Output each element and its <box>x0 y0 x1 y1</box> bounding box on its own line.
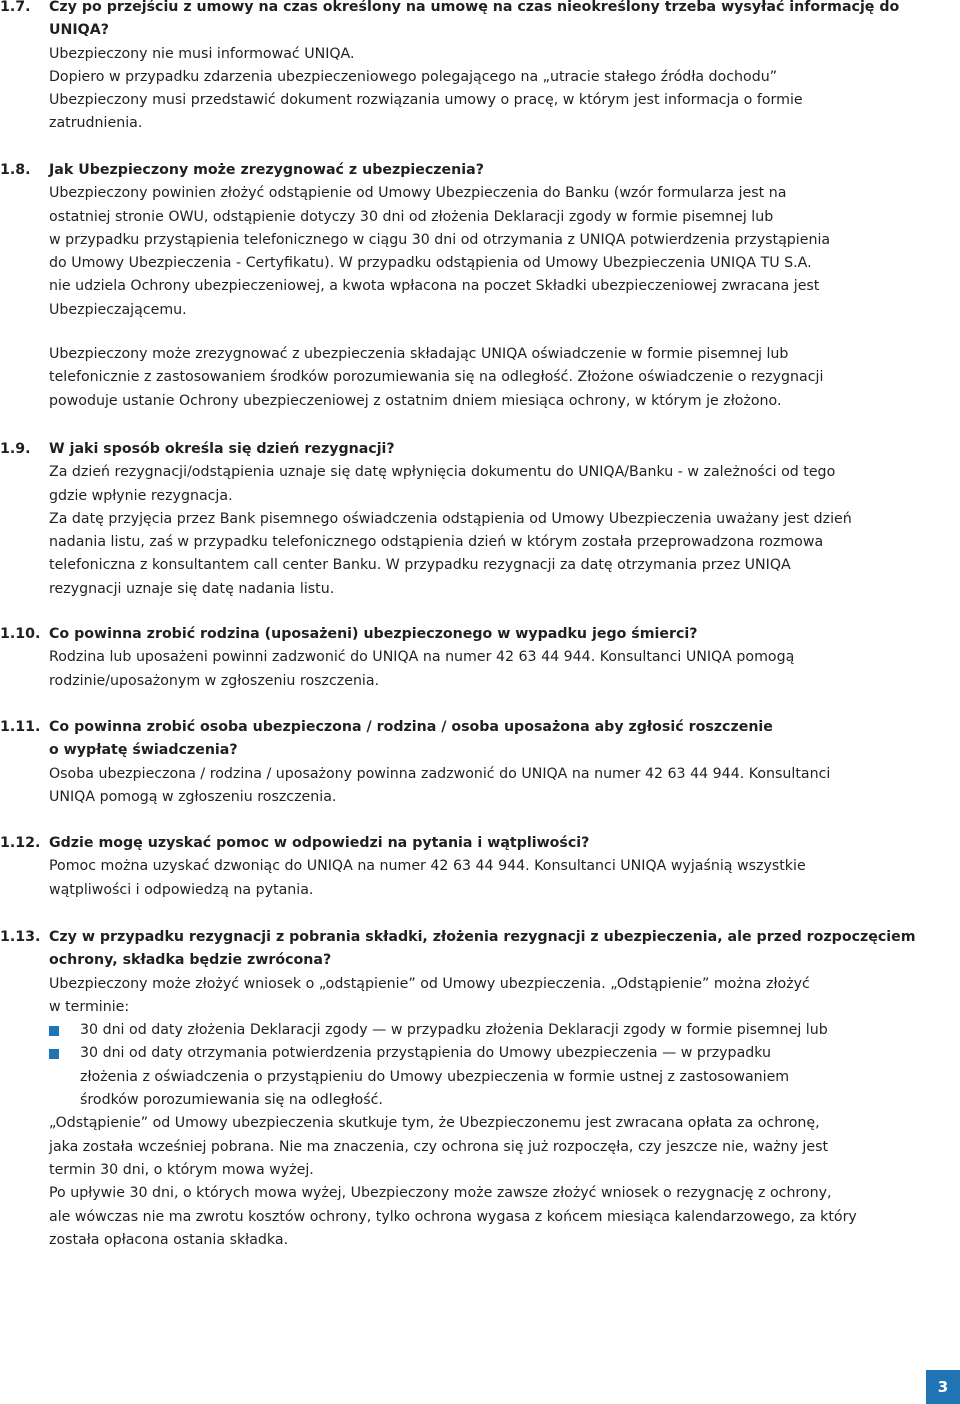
faq-section-1-8 <box>0 159 960 413</box>
page-number-badge <box>926 1370 960 1404</box>
text-line: Po upływie 30 dni, o których mowa wyżej, Ubezpieczony może zawsze złożyć wniosek o rezygnację z ochrony, <box>49 1185 832 1202</box>
text-line: „Odstąpienie” od Umowy ubezpieczenia skutkuje tym, że Ubezpieczonemu jest zwracana opłata za ochronę, <box>49 1115 820 1132</box>
text-line: UNIQA pomogą w zgłoszeniu roszczenia. <box>49 788 337 805</box>
text-line: złożenia z oświadczenia o przystąpieniu do Umowy ubezpieczenia w formie ustnej z zastosowaniem <box>80 1068 790 1085</box>
text-line: ostatniej stronie OWU, odstąpienie dotyczy 30 dni od złożenia Deklaracji zgody w formie pisemnej lub <box>49 208 774 225</box>
section-question: W jaki sposób określa się dzień rezygnacji? <box>49 441 395 457</box>
text-line: Ubezpieczony może złożyć wniosek o „odstąpienie” od Umowy ubezpieczenia. „Odstąpienie” można złożyć <box>49 975 810 992</box>
page-number: 3 <box>937 1378 949 1396</box>
section-number: 1.13. <box>0 929 41 945</box>
section-number: 1.12. <box>0 835 41 851</box>
section-content <box>49 716 949 809</box>
faq-section-1-9 <box>0 438 960 601</box>
paragraph-gap <box>49 322 949 343</box>
bullet-item <box>49 1042 949 1112</box>
section-question: Co powinna zrobić osoba ubezpieczona / rodzina / osoba uposażona aby zgłosić roszczenie <box>49 719 773 735</box>
section-content <box>49 623 949 693</box>
faq-section-1-13 <box>0 926 960 1252</box>
text-line: Za dzień rezygnacji/odstąpienia uznaje się datę wpłynięcia dokumentu do UNIQA/Banku - w zależności od tego <box>49 464 836 481</box>
section-question: Gdzie mogę uzyskać pomoc w odpowiedzi na pytania i wątpliwości? <box>49 835 590 851</box>
text-line: gdzie wpłynie rezygnacja. <box>49 487 233 504</box>
text-line: została opłacona ostania składka. <box>49 1231 289 1248</box>
section-question-cont: UNIQA? <box>49 22 109 39</box>
text-line: telefonicznie z zastosowaniem środków porozumiewania się na odległość. Złożone oświadczenie o rezygnacji <box>49 369 824 386</box>
section-content <box>49 438 949 601</box>
text-line: Ubezpieczony może zrezygnować z ubezpieczenia składając UNIQA oświadczenie w formie pisemnej lub <box>49 346 789 363</box>
text-line: w przypadku przystąpienia telefonicznego w ciągu 30 dni od otrzymania z UNIQA potwierdzenia przystąpienia <box>49 231 831 248</box>
section-number: 1.10. <box>0 626 41 642</box>
text-line: wątpliwości i odpowiedzą na pytania. <box>49 881 314 898</box>
section-content <box>49 159 949 413</box>
section-content <box>49 832 949 902</box>
text-line: Ubezpieczony musi przedstawić dokument rozwiązania umowy o pracę, w którym jest informacja o formie <box>49 92 803 109</box>
text-line: Ubezpieczającemu. <box>49 301 187 318</box>
section-question: Jak Ubezpieczony może zrezygnować z ubezpieczenia? <box>49 162 484 178</box>
square-bullet-icon <box>49 1049 59 1059</box>
text-line: jaka została wcześniej pobrana. Nie ma znaczenia, czy ochrona się już rozpoczęła, czy jeszcze nie, ważny jest <box>49 1138 829 1155</box>
text-line: do Umowy Ubezpieczenia - Certyfikatu). W przypadku odstąpienia od Umowy Ubezpieczenia UNIQA TU S.A. <box>49 255 812 272</box>
faq-section-1-10 <box>0 623 960 693</box>
text-line: telefoniczna z konsultantem call center Banku. W przypadku rezygnacji za datę otrzymania przez UNIQA <box>49 557 791 574</box>
section-question-cont: o wypłatę świadczenia? <box>49 742 238 759</box>
section-number: 1.7. <box>0 0 31 15</box>
text-line: środków porozumiewania się na odległość. <box>80 1092 383 1109</box>
text-line: Za datę przyjęcia przez Bank pisemnego oświadczenia odstąpienia od Umowy Ubezpieczenia uważany jest dzień <box>49 510 852 527</box>
section-content <box>49 926 949 1252</box>
text-line: rodzinie/uposażonym w zgłoszeniu roszczenia. <box>49 672 380 689</box>
faq-section-1-7 <box>0 0 960 136</box>
text-line: Rodzina lub uposażeni powinni zadzwonić do UNIQA na numer 42 63 44 944. Konsultanci UNIQA pomogą <box>49 649 795 666</box>
text-line: powoduje ustanie Ochrony ubezpieczeniowej z ostatnim dniem miesiąca ochrony, w którym je złożono. <box>49 392 782 409</box>
bullet-item <box>49 1019 949 1042</box>
text-line: 30 dni od daty złożenia Deklaracji zgody — w przypadku złożenia Deklaracji zgody w formie pisemnej lub <box>80 1022 828 1039</box>
section-number: 1.8. <box>0 162 31 178</box>
text-line: ale wówczas nie ma zwrotu kosztów ochrony, tylko ochrona wygasa z końcem miesiąca kalendarzowego, za który <box>49 1208 857 1225</box>
section-content <box>49 0 949 136</box>
text-line: zatrudnienia. <box>49 115 143 132</box>
section-number: 1.9. <box>0 441 31 457</box>
faq-section-1-11 <box>0 716 960 809</box>
section-number: 1.11. <box>0 719 41 735</box>
text-line: w terminie: <box>49 998 130 1015</box>
section-question: Czy po przejściu z umowy na czas określony na umowę na czas nieokreślony trzeba wysyłać informację do <box>49 0 900 15</box>
text-line: Pomoc można uzyskać dzwoniąc do UNIQA na numer 42 63 44 944. Konsultanci UNIQA wyjaśnią wszystkie <box>49 858 806 875</box>
text-line: nie udziela Ochrony ubezpieczeniowej, a kwota wpłacona na poczet Składki ubezpieczeniowej zwracana jest <box>49 278 820 295</box>
text-line: rezygnacji uznaje się datę nadania listu. <box>49 580 335 597</box>
section-question: Co powinna zrobić rodzina (uposażeni) ubezpieczonego w wypadku jego śmierci? <box>49 626 698 642</box>
square-bullet-icon <box>49 1026 59 1036</box>
section-question: Czy w przypadku rezygnacji z pobrania składki, złożenia rezygnacji z ubezpieczenia, ale przed rozpoczęciem <box>49 929 916 945</box>
text-line: Osoba ubezpieczona / rodzina / uposażony powinna zadzwonić do UNIQA na numer 42 63 44 944. Konsultanci <box>49 765 831 782</box>
text-line: 30 dni od daty otrzymania potwierdzenia przystąpienia do Umowy ubezpieczenia — w przypadku <box>80 1045 772 1062</box>
text-line: Ubezpieczony powinien złożyć odstąpienie od Umowy Ubezpieczenia do Banku (wzór formularza jest na <box>49 185 787 202</box>
faq-section-1-12 <box>0 832 960 902</box>
section-question-cont: ochrony, składka będzie zwrócona? <box>49 952 332 969</box>
text-line: termin 30 dni, o którym mowa wyżej. <box>49 1161 314 1178</box>
text-line: Ubezpieczony nie musi informować UNIQA. <box>49 45 355 62</box>
text-line: Dopiero w przypadku zdarzenia ubezpieczeniowego polegającego na „utracie stałego źródła dochodu” <box>49 68 778 85</box>
text-line: nadania listu, zaś w przypadku telefonicznego odstąpienia dzień w którym została przeprowadzona rozmowa <box>49 534 824 551</box>
